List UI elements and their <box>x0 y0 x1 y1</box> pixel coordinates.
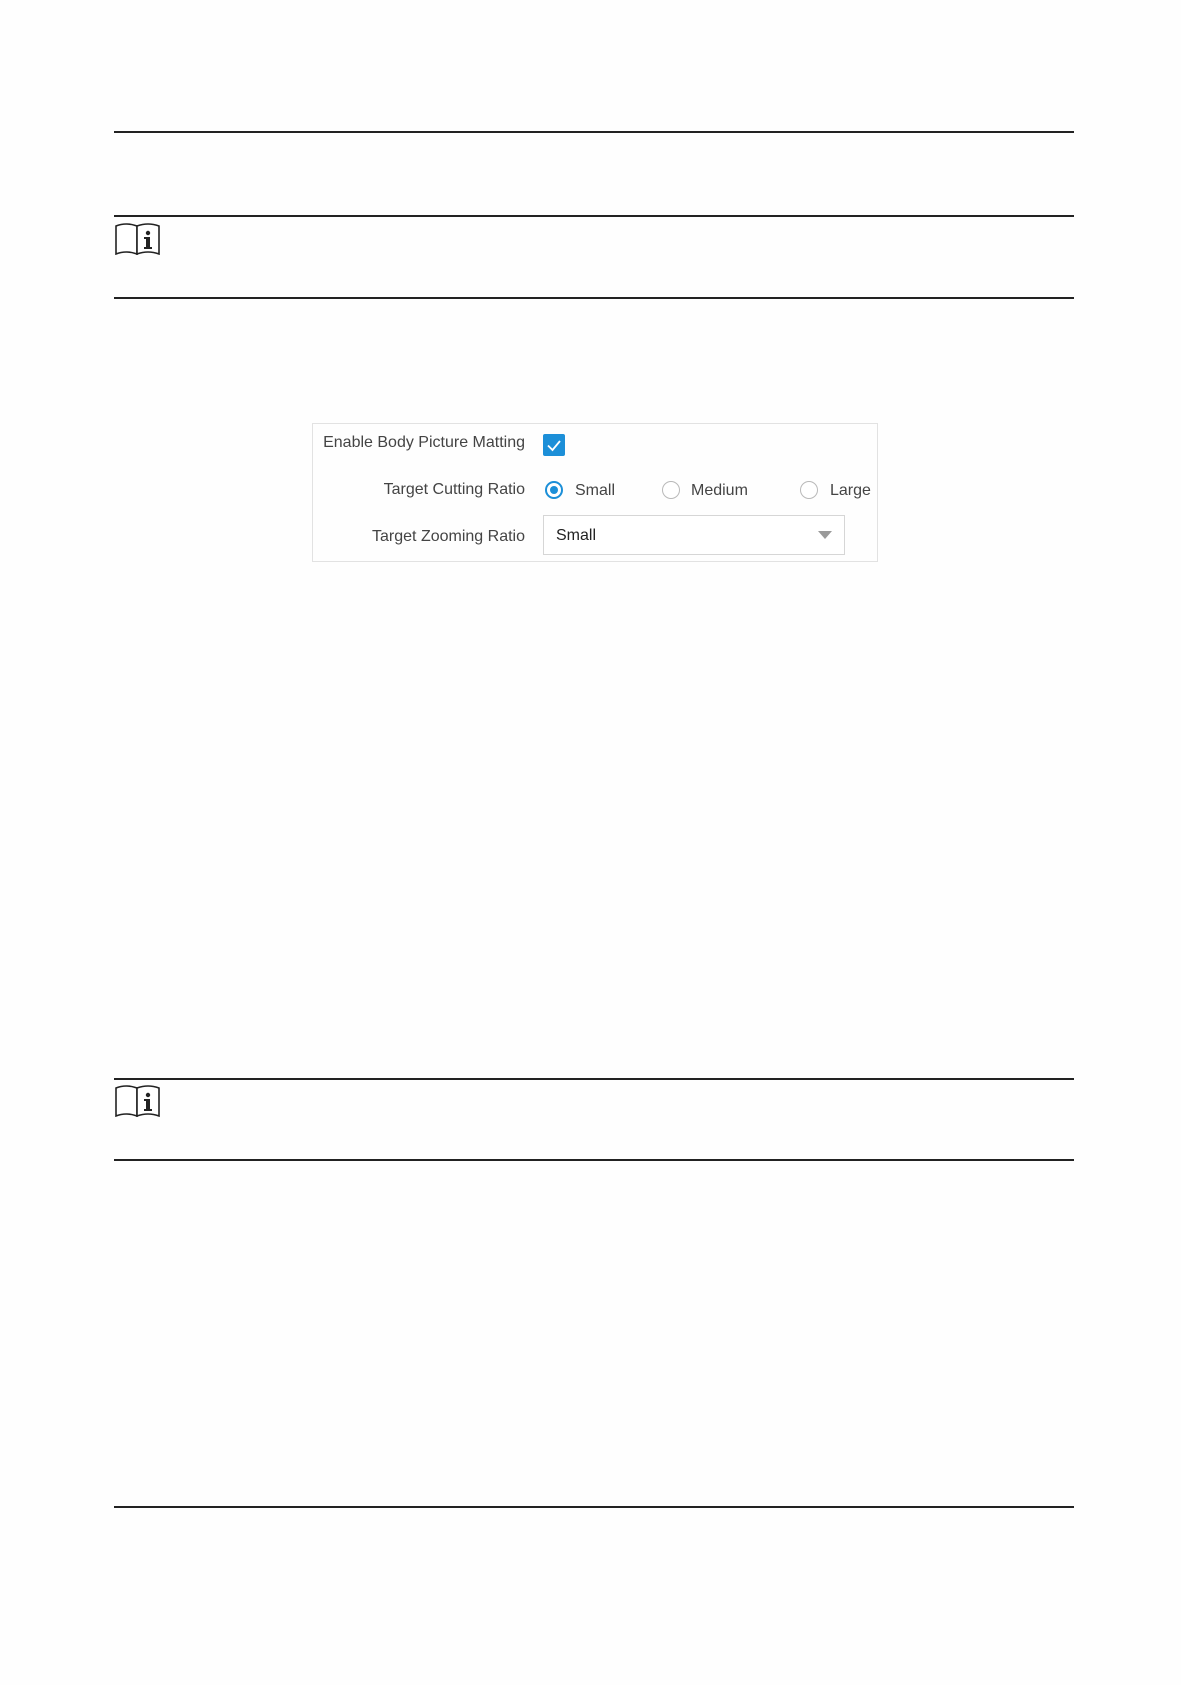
target-cutting-ratio-label: Target Cutting Ratio <box>383 481 525 498</box>
cutting-ratio-small-radio[interactable] <box>545 481 563 499</box>
chevron-down-icon <box>818 531 832 539</box>
enable-body-picture-matting-label: Enable Body Picture Matting <box>323 434 525 451</box>
body-picture-matting-panel <box>312 423 878 562</box>
cutting-ratio-large-radio[interactable] <box>800 481 818 499</box>
note-bottom-rule-2 <box>114 1159 1074 1161</box>
cutting-ratio-large-label: Large <box>830 482 871 499</box>
target-zooming-ratio-label: Target Zooming Ratio <box>372 528 525 545</box>
note-bottom-rule <box>114 297 1074 299</box>
cutting-ratio-medium-radio[interactable] <box>662 481 680 499</box>
check-icon <box>543 434 565 456</box>
note-top-rule-2 <box>114 1078 1074 1080</box>
zooming-ratio-value: Small <box>556 527 597 544</box>
enable-body-picture-matting-checkbox[interactable] <box>543 434 565 456</box>
target-zooming-ratio-select[interactable] <box>543 515 845 555</box>
cutting-ratio-small-label: Small <box>575 482 616 499</box>
note-info-icon-2 <box>114 1083 161 1117</box>
footer-rule <box>114 1506 1074 1508</box>
cutting-ratio-medium-label: Medium <box>691 482 748 499</box>
note-top-rule <box>114 215 1074 217</box>
header-rule <box>114 131 1074 133</box>
note-info-icon <box>114 221 161 255</box>
